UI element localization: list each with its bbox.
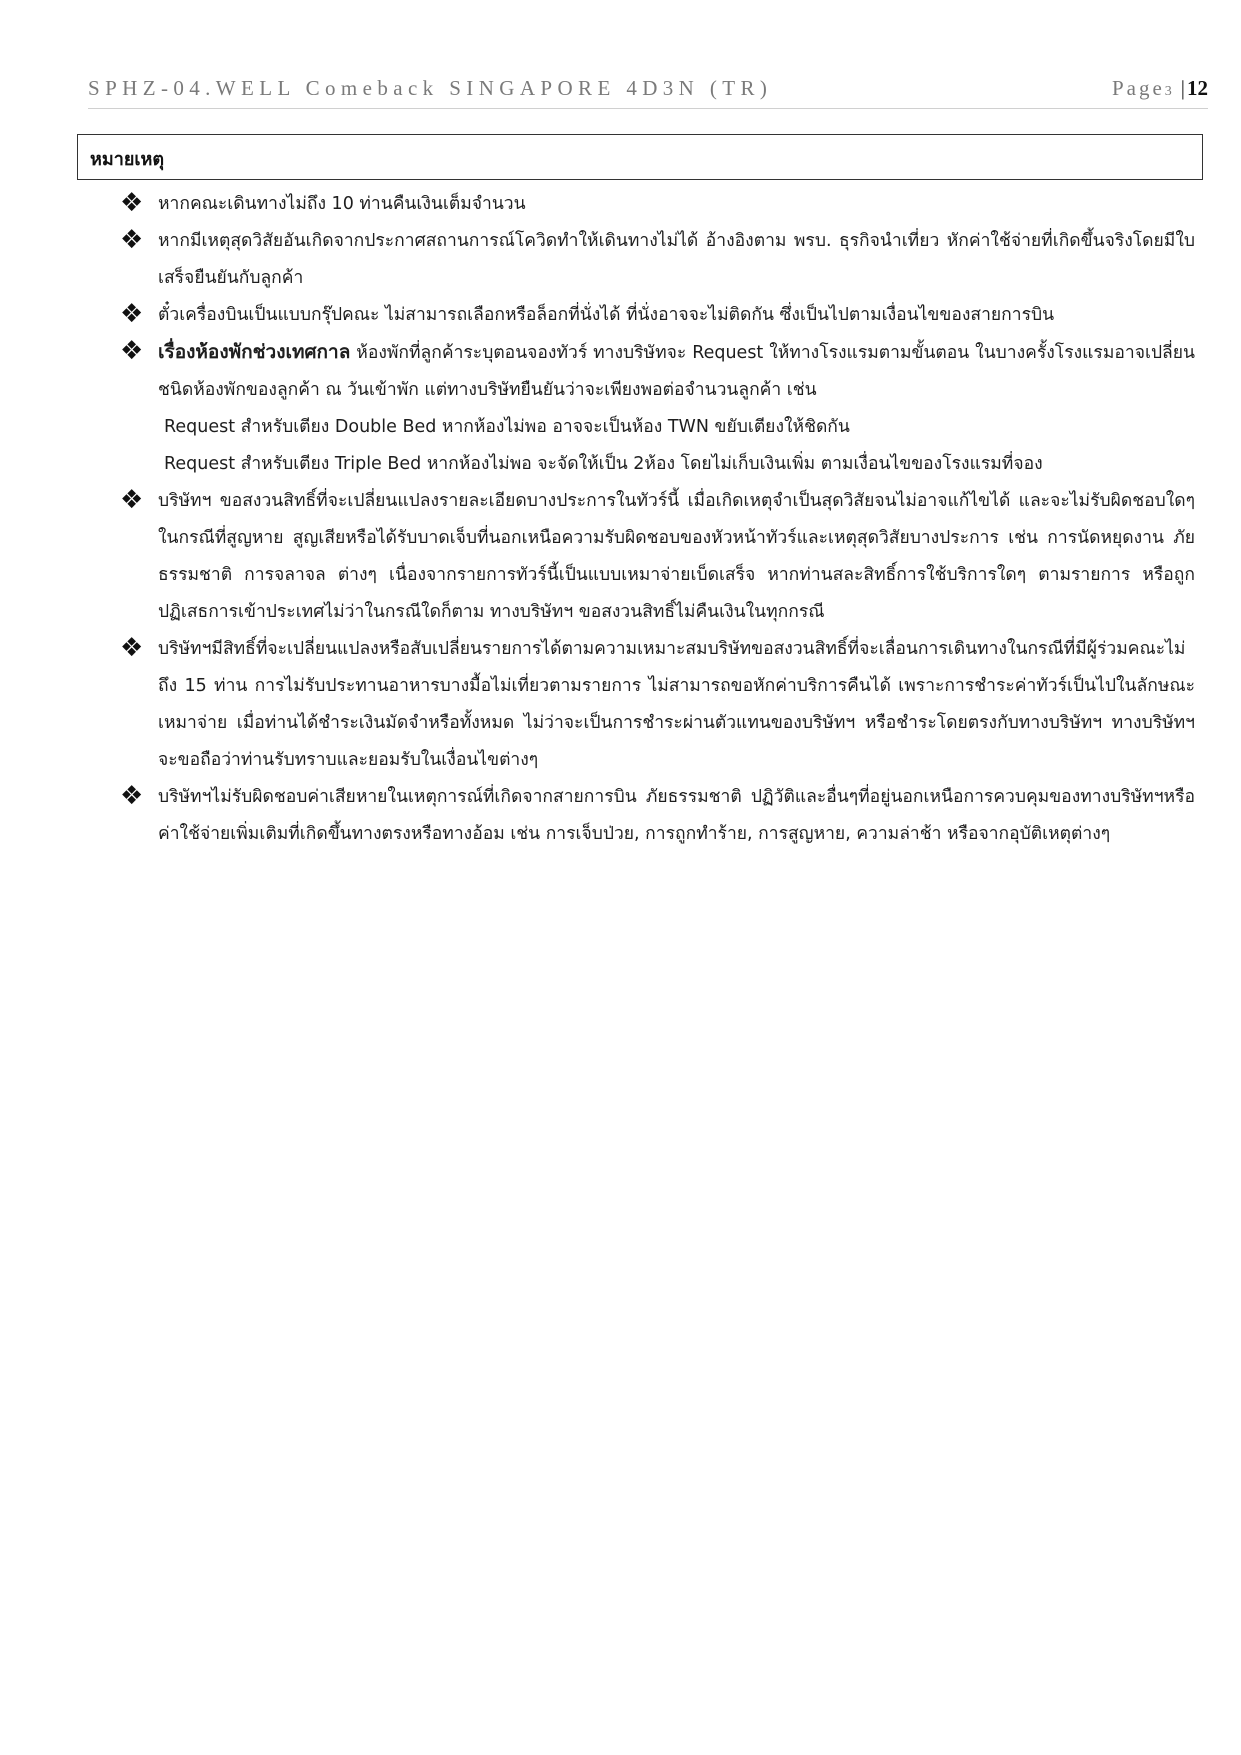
note-text: บริษัทฯไม่รับผิดชอบค่าเสียหายในเหตุการณ์ที่เกิดจากสายการบิน ภัยธรรมชาติ ปฏิวัติและอื่นๆที่อยู่นอกเหนือการควบคุมของทางบริษัทฯหรือค่าใช้จ่ายเพิ่มเติมที่เกิดขึ้นทางตรงหรือทางอ้อม เช่น การเจ็บป่วย, การถูกทำร้าย, การสูญหาย, ความล่าช้า หรือจากอุบัติเหตุต่างๆ xyxy=(158,787,1195,844)
diamond-bullet-icon: ❖ xyxy=(120,225,144,255)
diamond-bullet-icon: ❖ xyxy=(120,485,144,515)
note-text: บริษัทฯ ขอสงวนสิทธิ์ที่จะเปลี่ยนแปลงรายละเอียดบางประการในทัวร์นี้ เมื่อเกิดเหตุจำเป็นสุดวิสัยจนไม่อาจแก้ไขได้ และจะไม่รับผิดชอบใดๆ ในกรณีที่สูญหาย สูญเสียหรือได้รับบาดเจ็บที่นอกเหนือความรับผิดชอบของหัวหน้าทัวร์และเหตุสุดวิสัยบางประการ เช่น การนัดหยุดงาน ภัยธรรมชาติ การจลาจล ต่างๆ เนื่องจากรายการทัวร์นี้เป็นแบบเหมาจ่ายเบ็ดเสร็จ หากท่านสละสิทธิ์การใช้บริการใดๆ ตามรายการ หรือถูกปฏิเสธการเข้าประเทศไม่ว่าในกรณีใดก็ตาม ทางบริษัทฯ ขอสงวนสิทธิ์ไม่คืนเงินในทุกกรณี xyxy=(158,491,1195,622)
note-text: หากคณะเดินทางไม่ถึง 10 ท่านคืนเงินเต็มจำนวน xyxy=(158,194,526,214)
note-text-body: ห้องพักที่ลูกค้าระบุตอนจองทัวร์ ทางบริษัทจะ Request ให้ทางโรงแรมตามขั้นตอน ในบางครั้งโรงแรมอาจเปลี่ยนชนิดห้องพักของลูกค้า ณ วันเข้าพัก แต่ทางบริษัทยืนยันว่าจะเพียงพอต่อจำนวนลูกค้า เช่น xyxy=(158,343,1195,400)
note-item-3 xyxy=(120,297,1195,334)
note-text: หากมีเหตุสุดวิสัยอันเกิดจากประกาศสถานการณ์โควิดทำให้เดินทางไม่ได้ อ้างอิงตาม พรบ. ธุรกิจนำเที่ยว หักค่าใช้จ่ายที่เกิดขึ้นจริงโดยมีใบเสร็จยืนยันกับลูกค้า xyxy=(158,231,1195,288)
note-text: ตั๋วเครื่องบินเป็นแบบกรุ๊ปคณะ ไม่สามารถเลือกหรือล็อกที่นั่งได้ ที่นั่งอาจจะไม่ติดกัน ซึ่งเป็นไปตามเงื่อนไขของสายการบิน xyxy=(158,305,1055,325)
notes-heading-box xyxy=(77,134,1203,180)
diamond-bullet-icon: ❖ xyxy=(120,188,144,218)
diamond-bullet-icon: ❖ xyxy=(120,633,144,663)
note-item-2 xyxy=(120,223,1195,297)
page-label: Page xyxy=(1111,76,1165,100)
page-indicator xyxy=(1112,76,1208,101)
note-bold-heading: เรื่องห้องพักช่วงเทศกาล xyxy=(158,341,351,363)
note-text xyxy=(158,334,1195,409)
page-separator: | xyxy=(1180,76,1185,100)
note-item-4 xyxy=(120,334,1195,483)
note-item-5 xyxy=(120,483,1195,631)
note-item-1 xyxy=(120,186,1195,223)
note-text: บริษัทฯมีสิทธิ์ที่จะเปลี่ยนแปลงหรือสับเปลี่ยนรายการได้ตามความเหมาะสมบริษัทขอสงวนสิทธิ์ที่จะเลื่อนการเดินทางในกรณีที่มีผู้ร่วมคณะไม่ถึง 15 ท่าน การไม่รับประทานอาหารบางมื้อไม่เที่ยวตามรายการ ไม่สามารถขอหักค่าบริการคืนได้ เพราะการชำระค่าทัวร์เป็นไปในลักษณะเหมาจ่าย เมื่อท่านได้ชำระเงินมัดจำหรือทั้งหมด ไม่ว่าจะเป็นการชำระผ่านตัวแทนของบริษัทฯ หรือชำระโดยตรงกับทางบริษัทฯ ทางบริษัทฯ จะขอถือว่าท่านรับทราบและยอมรับในเงื่อนไขต่างๆ xyxy=(158,639,1195,770)
diamond-bullet-icon: ❖ xyxy=(120,781,144,811)
note-sub-line-1: Request สำหรับเตียง Double Bed หากห้องไม่พอ อาจจะเป็นห้อง TWN ขยับเตียงให้ชิดกัน xyxy=(164,417,850,437)
note-item-6 xyxy=(120,631,1195,779)
page-header xyxy=(88,74,1208,109)
page-number: 12 xyxy=(1187,76,1208,100)
notes-list xyxy=(120,186,1195,853)
notes-title: หมายเหตุ xyxy=(90,149,165,170)
diamond-bullet-icon: ❖ xyxy=(120,299,144,329)
note-sub-line-2: Request สำหรับเตียง Triple Bed หากห้องไม่พอ จะจัดให้เป็น 2ห้อง โดยไม่เก็บเงินเพิ่ม ตามเงื่อนไขของโรงแรมที่จอง xyxy=(164,454,1043,474)
note-item-7 xyxy=(120,779,1195,853)
document-title: SPHZ-04.WELL Comeback SINGAPORE 4D3N (TR) xyxy=(88,76,773,100)
diamond-bullet-icon: ❖ xyxy=(120,336,144,366)
page-sub: 3 xyxy=(1164,84,1175,99)
